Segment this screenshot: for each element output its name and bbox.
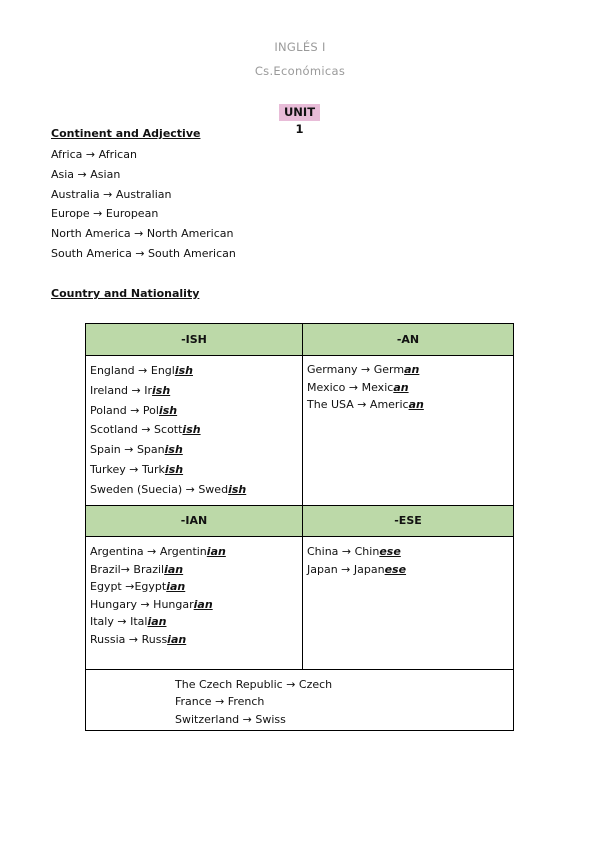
grid-line	[302, 324, 303, 669]
other-list	[175, 676, 332, 728]
an-row: Germany → German	[307, 363, 420, 376]
grid-line	[86, 355, 513, 356]
ian-row: Argentina → Argentinian	[90, 545, 226, 558]
ish-row: Ireland → Irish	[90, 383, 171, 397]
continent-row: Australia → Australian	[51, 187, 172, 201]
continent-row: South America → South American	[51, 246, 236, 260]
unit-label: UNIT 1	[279, 104, 320, 121]
ian-row: Brazil→ Brazilian	[90, 562, 184, 576]
continent-row: Africa → African	[51, 148, 137, 161]
ish-row: Sweden (Suecia) → Swedish	[90, 482, 247, 496]
ian-list	[90, 543, 226, 648]
ish-row: Turkey → Turkish	[90, 462, 184, 476]
ish-list	[90, 361, 246, 500]
an-row: The USA → American	[307, 398, 424, 411]
ish-row: Spain → Spanish	[90, 443, 183, 457]
ese-row: Japan → Japanese	[307, 562, 407, 576]
grid-line	[86, 669, 513, 670]
other-row: France → French	[175, 695, 265, 709]
ian-row: Hungary → Hungarian	[90, 597, 213, 611]
nationality-table	[85, 323, 514, 731]
an-header: -AN	[303, 324, 513, 355]
continent-row: Europe → European	[51, 207, 159, 221]
faculty-title: Cs.Económicas	[254, 64, 346, 78]
course-title: INGLÉS I	[274, 40, 326, 54]
ese-header: -ESE	[303, 506, 513, 536]
ese-list	[307, 543, 406, 578]
continent-list	[51, 145, 236, 264]
country-heading: Country and Nationality	[51, 287, 200, 300]
continent-heading: Continent and Adjective	[51, 127, 201, 140]
ian-row: Egypt →Egyptian	[90, 580, 186, 593]
ish-row: England → English	[90, 364, 193, 377]
an-row: Mexico → Mexican	[307, 380, 409, 394]
other-row: Switzerland → Swiss	[175, 712, 286, 726]
ian-row: Italy → Italian	[90, 615, 167, 628]
ese-row: China → Chinese	[307, 545, 401, 558]
ian-row: Russia → Russian	[90, 632, 187, 646]
ian-header: -IAN	[86, 506, 302, 536]
grid-line	[86, 536, 513, 537]
grid-line	[86, 505, 513, 506]
ish-row: Poland → Polish	[90, 403, 178, 417]
an-list	[307, 361, 424, 414]
ish-row: Scotland → Scottish	[90, 423, 201, 437]
continent-row: Asia → Asian	[51, 167, 121, 181]
ish-header: -ISH	[86, 324, 302, 355]
continent-row: North America → North American	[51, 227, 234, 241]
other-row: The Czech Republic → Czech	[175, 678, 333, 691]
